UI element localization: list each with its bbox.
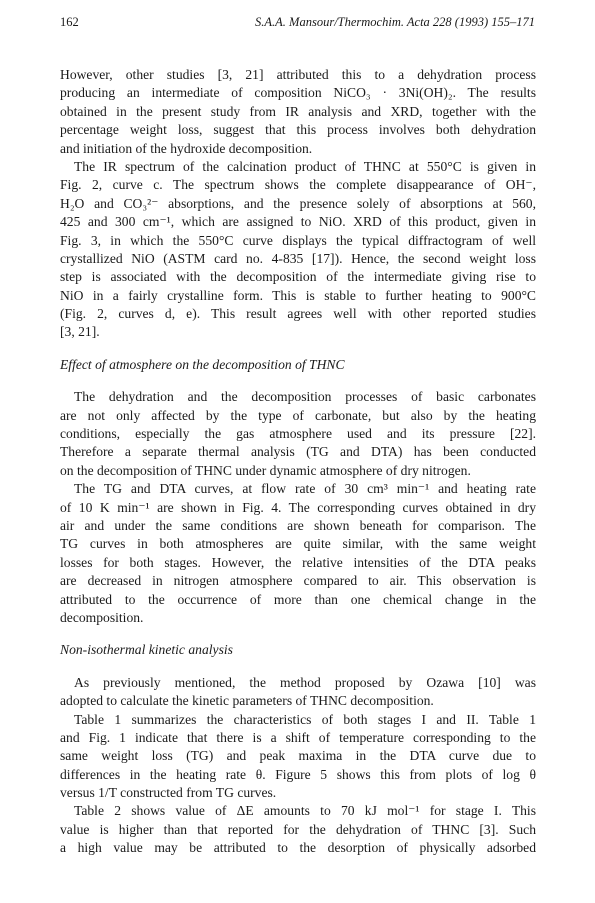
text-line: and initiation of the hydroxide decomposition.: [60, 140, 313, 156]
paragraph: [60, 480, 536, 627]
page-number: 162: [60, 15, 79, 29]
section-heading: Non-isothermal kinetic analysis: [60, 642, 233, 658]
text-line: Table 1 summarizes the characteristics of both stages I and II. Table 1: [74, 711, 536, 727]
text-line: Therefore a separate thermal analysis (TG and DTA) has been conducted: [60, 444, 536, 460]
text-line: 425 and 300 cm⁻¹, which are assigned to NiO. XRD of this product, given in: [60, 214, 536, 230]
text-line: The dehydration and the decomposition processes of basic carbonates: [74, 389, 536, 405]
section-heading: Effect of atmosphere on the decomposition of THNC: [60, 356, 345, 372]
text-line: The IR spectrum of the calcination product of THNC at 550°C is given in: [74, 158, 536, 174]
text-line: conditions, especially the gas atmosphere used and its pressure [22].: [60, 426, 536, 442]
text-line: Table 2 shows value of ΔE amounts to 70 kJ mol⁻¹ for stage I. This: [74, 803, 536, 819]
paragraph: [60, 802, 536, 857]
spacer: [60, 660, 536, 674]
paragraph: [60, 711, 536, 803]
text-line: Fig. 3, in which the 550°C curve displays the typical diffractogram of well: [60, 232, 536, 248]
text-line: crystallized NiO (ASTM card no. 4-835 [17]). Hence, the second weight loss: [60, 250, 536, 266]
text-line: differences in the heating rate θ. Figure 5 shows this from plots of log θ: [60, 766, 536, 782]
spacer: [60, 627, 536, 641]
text-line: (Fig. 2, curves d, e). This result agrees well with other reported studies: [60, 306, 536, 322]
text-line: adopted to calculate the kinetic parameters of THNC decomposition.: [60, 693, 434, 709]
text-line: The TG and DTA curves, at flow rate of 30 cm³ min⁻¹ and heating rate: [74, 481, 536, 497]
text-line: same weight loss (TG) and peak maxima in the DTA curve due to: [60, 748, 536, 764]
body-text: [60, 66, 536, 858]
spacer: [60, 374, 536, 388]
text-line: decomposition.: [60, 609, 144, 625]
text-line: NiO in a fairly crystalline form. This is stable to further heating to 900°C: [60, 287, 536, 303]
text-line: losses for both stages. However, the relative intensities of the DTA peaks: [60, 554, 536, 570]
text-line: obtained in the present study from IR analysis and XRD, together with the: [60, 103, 536, 119]
paragraph: [60, 66, 536, 158]
text-line: Fig. 2, curve c. The spectrum shows the complete disappearance of OH⁻,: [60, 177, 536, 193]
text-line: [3, 21].: [60, 324, 100, 340]
paragraph: [60, 674, 536, 711]
text-line: a high value may be attributed to the desorption of physically adsorbed: [60, 840, 536, 856]
text-line: As previously mentioned, the method proposed by Ozawa [10] was: [74, 674, 536, 690]
text-line: and Fig. 1 indicate that there is a shift of temperature corresponding to the: [60, 729, 536, 745]
text-line: air and under the same conditions are shown beneath for comparison. The: [60, 517, 536, 533]
text-line: on the decomposition of THNC under dynamic atmosphere of dry nitrogen.: [60, 462, 471, 478]
text-line: versus 1/T constructed from TG curves.: [60, 785, 277, 801]
page-header: [60, 15, 535, 33]
text-line: However, other studies [3, 21] attributed this to a dehydration process: [60, 67, 536, 82]
text-line: are not only affected by the type of carbonate, but also by the heating: [60, 407, 536, 423]
text-line: value is higher than that reported for the dehydration of THNC [3]. Such: [60, 821, 536, 837]
text-line: producing an intermediate of composition NiCO₃ · 3Ni(OH)₂. The results: [60, 85, 536, 101]
text-line: step is associated with the decomposition of the intermediate giving rise to: [60, 269, 536, 285]
text-line: are decreased in nitrogen atmosphere compared to air. This observation is: [60, 573, 536, 589]
spacer: [60, 342, 536, 356]
text-line: attributed to the occurrence of more than one chemical change in the: [60, 591, 536, 607]
text-line: percentage weight loss, suggest that this process involves both dehydration: [60, 122, 536, 138]
paragraph: [60, 158, 536, 342]
text-line: TG curves in both atmospheres are quite similar, with the same weight: [60, 536, 536, 552]
text-line: H₂O and CO₃²⁻ absorptions, and the presence solely of absorptions at 560,: [60, 195, 536, 211]
text-line: of 10 K min⁻¹ are shown in Fig. 4. The corresponding curves obtained in dry: [60, 499, 536, 515]
running-head: S.A.A. Mansour/Thermochim. Acta 228 (1993) 155–171: [255, 15, 535, 29]
paragraph: [60, 388, 536, 480]
